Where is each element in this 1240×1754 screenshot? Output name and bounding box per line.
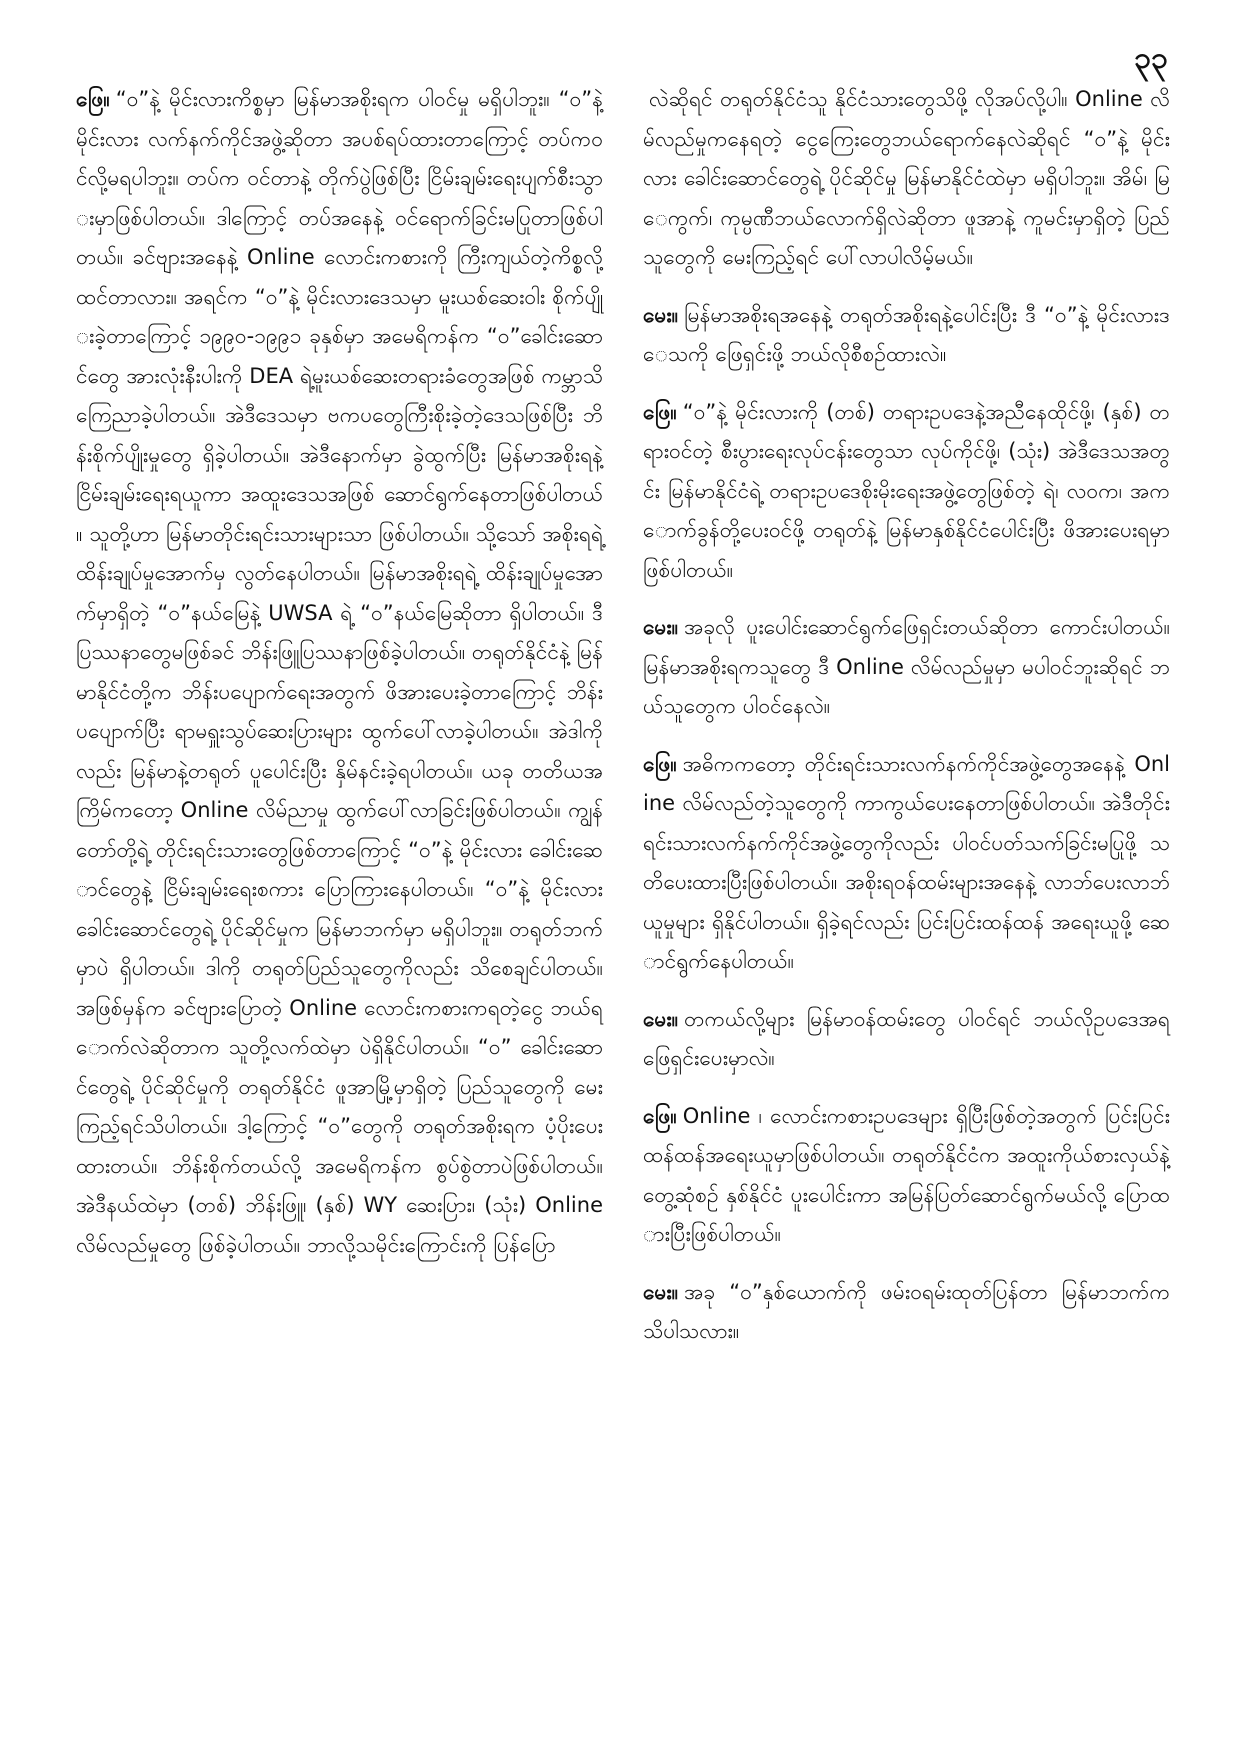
paragraph [643, 608, 1170, 727]
speaker-label: မေး။ [643, 1279, 679, 1304]
page-number: ၃၃ [1134, 41, 1168, 76]
paragraph [643, 296, 1170, 375]
speaker-label: မေး။ [643, 615, 679, 639]
speaker-label: မေး။ [643, 302, 679, 327]
speaker-label: မေး။ [643, 1006, 679, 1031]
paragraph [643, 1273, 1170, 1352]
speaker-label: ဖြေ။ [643, 751, 677, 776]
paragraph-text: မြန်မာအစိုးရအနေနဲ့ တရုတ်အစိုးရနဲ့ပေါင်းပြီး ဒီ “ဝ”နဲ့ မိုင်းလားဒေသကို ဖြေရှင်းဖို့ ဘယ်လိုစီစဉ်ထားလဲ။ [643, 302, 1170, 366]
paragraph [643, 80, 1170, 278]
left-column [76, 80, 603, 1370]
paragraph [643, 393, 1170, 591]
paragraph-text: အခု “ဝ”နှစ်ယောက်ကို ဖမ်းဝရမ်းထုတ်ပြန်တာ မြန်မာဘက်က သိပါသလား။ [643, 1279, 1170, 1343]
speaker-label: ဖြေ။ [643, 399, 677, 424]
paragraph-text: “ဝ”နဲ့ မိုင်းလားကို (တစ်) တရားဥပဒေနဲ့အညီနေထိုင်ဖို့၊ (နှစ်) တရားဝင်တဲ့ စီးပွားရေးလုပ်ငန်းတွေသာ လုပ်ကိုင်ဖို့၊ (သုံး) အဲဒီဒေသအတွင်း မြန်မာနိုင်ငံရဲ့ တရားဥပဒေစိုးမိုးရေးအဖွဲ့တွေဖြစ်တဲ့ ရဲ၊ လဝက၊ အကောက်ခွန်တို့ပေးဝင်ဖို့ တရုတ်နဲ့ မြန်မာနှစ်နိုင်ငံပေါင်းပြီး ဖိအားပေးရမှာ ဖြစ်ပါတယ်။ [643, 399, 1170, 582]
paragraph [643, 1000, 1170, 1079]
two-column-body [76, 80, 1170, 1370]
paragraph-text: Online ၊ လောင်းကစားဥပဒေများ ရှိပြီးဖြစ်တဲ့အတွက် ပြင်းပြင်းထန်ထန်အရေးယူမှာဖြစ်ပါတယ်။ တရုတ်နိုင်ငံက အထူးကိုယ်စားလှယ်နဲ့တွေ့ဆုံစဉ် နှစ်နိုင်ငံ ပူးပေါင်းကာ အမြန်ပြတ်ဆောင်ရွက်မယ်လို့ ပြောထားပြီးဖြစ်ပါတယ်။ [643, 1103, 1170, 1246]
speaker-label: ဖြေ။ [76, 87, 110, 111]
paragraph [643, 1097, 1170, 1255]
paragraph [76, 80, 603, 1265]
paragraph-text: အဓိကကတော့ တိုင်းရင်းသားလက်နက်ကိုင်အဖွဲ့တွေအနေနဲ့ Online လိမ်လည်တဲ့သူတွေကို ကာကွယ်ပေးနေတာဖြစ်ပါတယ်။ အဲဒီတိုင်းရင်းသားလက်နက်ကိုင်အဖွဲ့တွေကိုလည်း ပါဝင်ပတ်သက်ခြင်းမပြုဖို့ သတိပေးထားပြီးဖြစ်ပါတယ်။ အစိုးရဝန်ထမ်းများအနေနဲ့ လာဘ်ပေးလာဘ်ယူမှုများ ရှိနိုင်ပါတယ်။ ရှိခဲ့ရင်လည်း ပြင်းပြင်းထန်ထန် အရေးယူဖို့ ဆောင်ရွက်နေပါတယ်။ [643, 751, 1170, 973]
right-column [643, 80, 1170, 1370]
paragraph-text: လဲဆိုရင် တရုတ်နိုင်ငံသူ နိုင်ငံသားတွေသိဖို့ လိုအပ်လို့ပါ။ Online လိမ်လည်မှုကနေရတဲ့ ငွေကြေးတွေဘယ်ရောက်နေလဲဆိုရင် “ဝ”နဲ့ မိုင်းလား ခေါင်းဆောင်တွေရဲ့ ပိုင်ဆိုင်မှု မြန်မာနိုင်ငံထဲမှာ မရှိပါဘူး။ အိမ်၊ မြေကွက်၊ ကုမ္ပဏီဘယ်လောက်ရှိလဲဆိုတာ ဖူအာနဲ့ ကူမင်းမှာရှိတဲ့ ပြည်သူတွေကို မေးကြည့်ရင် ပေါ်လာပါလိမ့်မယ်။ [643, 87, 1170, 269]
paragraph [643, 745, 1170, 982]
paragraph-text: အခုလို ပူးပေါင်းဆောင်ရွက်ဖြေရှင်းတယ်ဆိုတာ ကောင်းပါတယ်။ မြန်မာအစိုးရကသူတွေ ဒီ Online လိမ်လည်မှုမှာ မပါဝင်ဘူးဆိုရင် ဘယ်သူတွေက ပါဝင်နေလဲ။ [643, 615, 1170, 718]
paragraph-text: တကယ်လို့များ မြန်မာဝန်ထမ်းတွေ ပါဝင်ရင် ဘယ်လိုဥပဒေအရ ဖြေရှင်းပေးမှာလဲ။ [643, 1006, 1170, 1070]
paragraph-text: “ဝ”နဲ့ မိုင်းလားကိစ္စမှာ မြန်မာအစိုးရက ပါဝင်မှု မရှိပါဘူး။ “ဝ”နဲ့ မိုင်းလား လက်နက်ကိုင်အဖွဲ့ဆိုတာ အပစ်ရပ်ထားတာကြောင့် တပ်ကဝင်လို့မရပါဘူး။ တပ်က ဝင်တာနဲ့ တိုက်ပွဲဖြစ်ပြီး ငြိမ်းချမ်းရေးပျက်စီးသွားမှာဖြစ်ပါတယ်။ ဒါကြောင့် တပ်အနေနဲ့ ဝင်ရောက်ခြင်းမပြုတာဖြစ်ပါတယ်။ ခင်ဗျားအနေနဲ့ Online လောင်းကစားကို ကြီးကျယ်တဲ့ကိစ္စလို့ထင်တာလား။ အရင်က “ဝ”နဲ့ မိုင်းလားဒေသမှာ မူးယစ်ဆေးဝါး စိုက်ပျိုးခဲ့တာကြောင့် ၁၉၉၀-၁၉၉၁ ခုနှစ်မှာ အမေရိကန်က “ဝ”ခေါင်းဆောင်တွေ အားလုံးနီးပါးကို DEA ရဲ့မူးယစ်ဆေးတရားခံတွေအဖြစ် ကမ္ဘာသိကြေညာခဲ့ပါတယ်။ အဲဒီဒေသမှာ ဗကပတွေကြီးစိုးခဲ့တဲ့ဒေသဖြစ်ပြီး ဘိန်းစိုက်ပျိုးမှုတွေ ရှိခဲ့ပါတယ်။ အဲဒီနောက်မှာ ခွဲထွက်ပြီး မြန်မာအစိုးရနဲ့ ငြိမ်းချမ်းရေးရယူကာ အထူးဒေသအဖြစ် ဆောင်ရွက်နေတာဖြစ်ပါတယ်။ သူတို့ဟာ မြန်မာတိုင်းရင်းသားများသာ ဖြစ်ပါတယ်။ သို့သော် အစိုးရရဲ့ ထိန်းချုပ်မှုအောက်မှ လွတ်နေပါတယ်။ မြန်မာအစိုးရရဲ့ ထိန်းချုပ်မှုအောက်မှာရှိတဲ့ “ဝ”နယ်မြေနဲ့ UWSA ရဲ့ “ဝ”နယ်မြေဆိုတာ ရှိပါတယ်။ ဒီပြဿနာတွေမဖြစ်ခင် ဘိန်းဖြူပြဿနာဖြစ်ခဲ့ပါတယ်။ တရုတ်နိုင်ငံနဲ့ မြန်မာနိုင်ငံတို့က ဘိန်းပပျောက်ရေးအတွက် ဖိအားပေးခဲ့တာကြောင့် ဘိန်းပပျောက်ပြီး ရာမရှူးသွပ်ဆေးပြားများ ထွက်ပေါ်လာခဲ့ပါတယ်။ အဲဒါကိုလည်း မြန်မာနဲ့တရုတ် ပူပေါင်းပြီး နှိမ်နင်းခဲ့ရပါတယ်။ ယခု တတိယအကြိမ်ကတော့ Online လိမ်ညာမှု ထွက်ပေါ်လာခြင်းဖြစ်ပါတယ်။ ကျွန်တော်တို့ရဲ့ တိုင်းရင်းသားတွေဖြစ်တာကြောင့် “ဝ”နဲ့ မိုင်းလား ခေါင်းဆောင်တွေနဲ့ ငြိမ်းချမ်းရေးစကား ပြောကြားနေပါတယ်။ “ဝ”နဲ့ မိုင်းလား ခေါင်းဆောင်တွေရဲ့ ပိုင်ဆိုင်မှုက မြန်မာဘက်မှာ မရှိပါဘူး။ တရုတ်ဘက်မှာပဲ ရှိပါတယ်။ ဒါကို တရုတ်ပြည်သူတွေကိုလည်း သိစေချင်ပါတယ်။ အဖြစ်မှန်က ခင်ဗျားပြောတဲ့ Online လောင်းကစားကရတဲ့ငွေ ဘယ်ရောက်လဲဆိုတာက သူတို့လက်ထဲမှာ ပဲရှိနိုင်ပါတယ်။ “ဝ” ခေါင်းဆောင်တွေရဲ့ ပိုင်ဆိုင်မှုကို တရုတ်နိုင်ငံ ဖူအာမြို့မှာရှိတဲ့ ပြည်သူတွေကို မေးကြည့်ရင်သိပါတယ်။ ဒါ့ကြောင့် “ဝ”တွေကို တရုတ်အစိုးရက ပံ့ပိုးပေးထားတယ်။ ဘိန်းစိုက်တယ်လို့ အမေရိကန်က စွပ်စွဲတာပဲဖြစ်ပါတယ်။ အဲဒီနယ်ထဲမှာ (တစ်) ဘိန်းဖြူ၊ (နှစ်) WY ဆေးပြား၊ (သုံး) Online လိမ်လည်မှုတွေ ဖြစ်ခဲ့ပါတယ်။ ဘာလို့သမိုင်းကြောင်းကို ပြန်ပြော [76, 87, 603, 1257]
speaker-label: ဖြေ။ [643, 1103, 677, 1128]
